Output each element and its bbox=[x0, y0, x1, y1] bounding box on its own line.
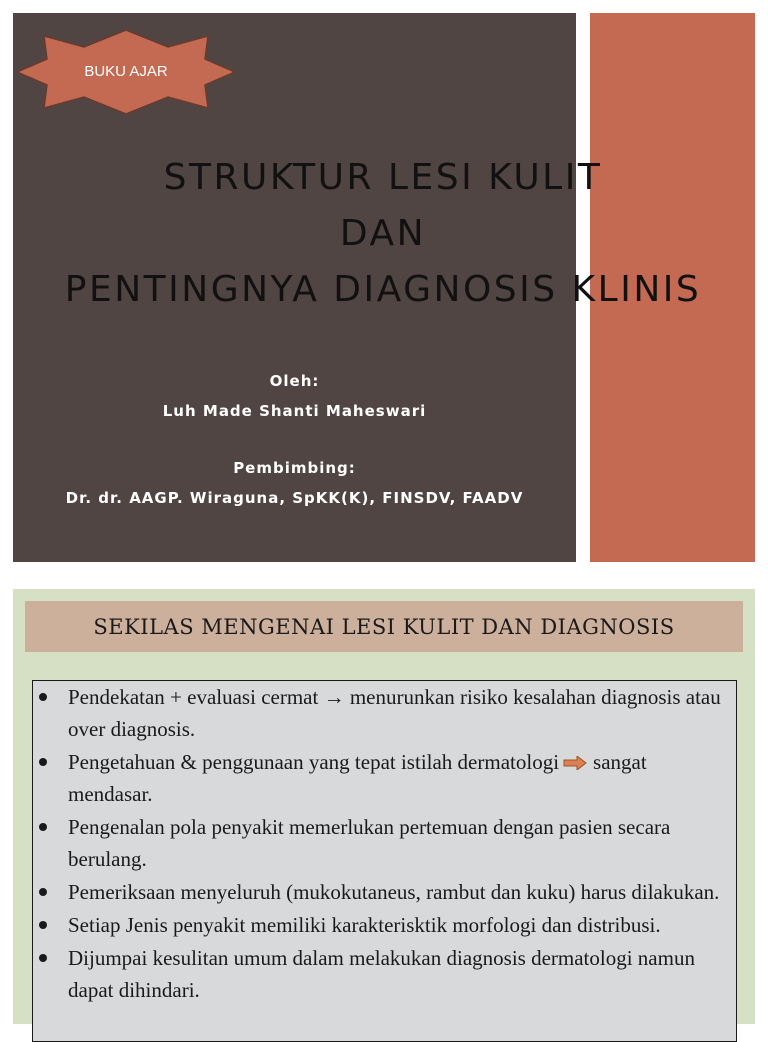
badge bbox=[17, 30, 235, 114]
bullet-text: Dijumpai kesulitan umum dalam melakukan diagnosis dermatologi namun dapat dihindari. bbox=[68, 946, 695, 1002]
bullet-list bbox=[33, 681, 736, 1007]
author-label: Oleh: bbox=[269, 372, 320, 390]
bullet-text: sangat mendasar. bbox=[68, 750, 647, 806]
badge-label: BUKU AJAR bbox=[84, 62, 168, 80]
right-arrow-icon bbox=[563, 756, 587, 770]
title-line: DAN bbox=[339, 213, 427, 254]
overview-header bbox=[25, 601, 743, 652]
list-item bbox=[33, 876, 736, 908]
bullet-text: Pengetahuan & penggunaan yang tepat istilah dermatologi bbox=[68, 750, 560, 774]
bullet-icon bbox=[39, 823, 47, 831]
author-name: Luh Made Shanti Maheswari bbox=[162, 402, 427, 420]
title-line: STRUKTUR LESI KULIT bbox=[163, 157, 603, 198]
bullet-text: Pendekatan + evaluasi cermat → menurunkan risiko kesalahan diagnosis atau over diagnosis. bbox=[68, 685, 721, 741]
slide-title bbox=[13, 150, 753, 318]
bullet-icon bbox=[39, 954, 47, 962]
bullet-text: Setiap Jenis penyakit memiliki karakterisktik morfologi dan distribusi. bbox=[68, 913, 661, 937]
list-item bbox=[33, 811, 736, 875]
overview-heading: SEKILAS MENGENAI LESI KULIT DAN DIAGNOSIS bbox=[93, 614, 675, 639]
bullet-text: Pengenalan pola penyakit memerlukan pertemuan dengan pasien secara berulang. bbox=[68, 815, 671, 871]
bullet-box bbox=[32, 680, 737, 1042]
title-line: PENTINGNYA DIAGNOSIS KLINIS bbox=[64, 269, 702, 310]
bullet-icon bbox=[39, 693, 47, 701]
overview-slide bbox=[13, 589, 755, 1024]
bullet-icon bbox=[39, 758, 47, 766]
bullet-text: Pemeriksaan menyeluruh (mukokutaneus, rambut dan kuku) harus dilakukan. bbox=[68, 880, 720, 904]
list-item bbox=[33, 681, 736, 745]
list-item bbox=[33, 942, 736, 1006]
bullet-icon bbox=[39, 921, 47, 929]
list-item bbox=[33, 746, 736, 810]
list-item bbox=[33, 909, 736, 941]
advisor-name: Dr. dr. AAGP. Wiraguna, SpKK(K), FINSDV, FAADV bbox=[65, 489, 524, 507]
advisor-label: Pembimbing: bbox=[233, 459, 356, 477]
bullet-icon bbox=[39, 888, 47, 896]
